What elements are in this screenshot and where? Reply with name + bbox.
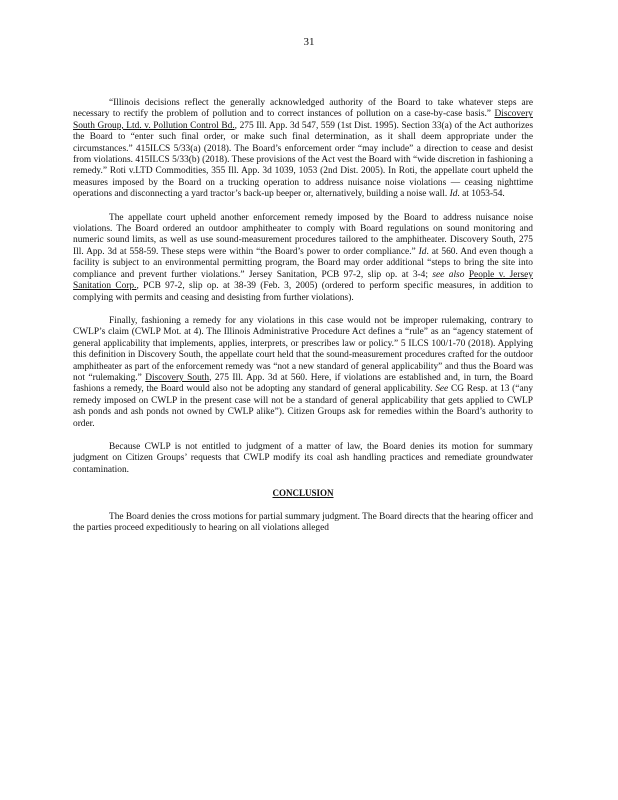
text-segment: People v. Jersey Sanitation Corp.	[73, 269, 534, 292]
text-segment: Because CWLP is not entitled to judgment of a matter of law, the Board denies its motion for summary judgment on Citizen Groups’ requests that CWLP modify its coal ash handling practices and remediate groundwater contamination.	[73, 441, 533, 475]
body-text	[73, 98, 533, 546]
text-segment: Id	[418, 246, 427, 257]
text-segment: Discovery South Group, Ltd. v. Pollution Control Bd.	[73, 109, 533, 131]
text-segment: . at 560. And even though a facility is subject to an environmental permitting program, the Board may order additional “steps to bring the site into compliance and prevent further violations.” Jersey Sanitation, PCB 97-2, slip op. at 3-4;	[73, 246, 533, 280]
section-heading: CONCLUSION	[272, 488, 334, 499]
text-segment: , 275 Ill. App. 3d 547, 559 (1st Dist. 1995). Section 33(a) of the Act authorizes the Board to “enter such final order, or make such final determination, as it shall deem appropriate under the circumstances.” 415ILCS 5/33(a) (2018). The Board’s enforcement order “may include” a direction to cease and desist from violations. 415ILCS 5/33(b) (2018). These provisions of the Act vest the Board with “wide discretion in fashioning a remedy.” Roti v.LTD Commodities, 355 Ill. App. 3d 1039, 1053 (2nd Dist. 2005). In Roti, the appellate court upheld the measures imposed by the Board on a trucking operation to address nuisance noise violations — ceasing nighttime operations and disconnecting a yard tractor’s back-up beeper or, alternatively, building a noise wall.	[73, 120, 533, 200]
page-number: 31	[303, 36, 315, 48]
text-segment: , PCB 97-2, slip op. at 38-39 (Feb. 3, 2005) (ordered to perform specific measures, in addition to complying with permits and ceasing and desisting from further violations).	[73, 281, 533, 303]
text-segment: see also	[432, 269, 465, 280]
text-segment: Id	[449, 189, 458, 200]
text-segment: “Illinois decisions reflect the generally acknowledged authority of the Board to take whatever steps are necessary to rectify the problem of pollution and to correct instances of pollution on a case-by-case basis.”	[73, 98, 533, 120]
text-segment: Finally, fashioning a remedy for any violations in this case would not be improper rulemaking, contrary to CWLP’s claim (CWLP Mot. at 4). The Illinois Administrative Procedure Act defines a “rule” as an “agency statement of general applicability that implements, applies, interprets, or prescribes law or policy.” 5 ILCS 100/1-70 (2018). Applying this definition in Discovery South, the appellate court held that the sound-measurement procedures crafted for the outdoor amphitheater as part of the enforcement remedy was “not a new standard of general applicability” and thus the Board was not “rulemaking.”	[73, 315, 533, 383]
text-segment: See	[435, 384, 449, 395]
text-segment: The appellate court upheld another enforcement remedy imposed by the Board to address nuisance noise violations. The Board ordered an outdoor amphitheater to comply with Board regulations on sound monitoring and numeric sound limits, as well as use sound-measurement procedures tailored to the amphitheater. Discovery South, 275 Ill. App. 3d at 558-59. These steps were within “the Board’s power to order compliance.”	[73, 212, 533, 257]
closing-paragraph	[73, 512, 533, 535]
text-segment: Discovery South	[145, 372, 210, 383]
text-segment: The Board denies the cross motions for partial summary judgment. The Board directs that the hearing officer and the parties proceed expeditiously to hearing on all violations alleged	[73, 511, 534, 533]
text-segment: , 275 Ill. App. 3d at 560. Here, if violations are established and, in turn, the Board fashions a remedy, the Board would also not be adopting any standard of general applicability.	[73, 372, 533, 395]
paragraph-2	[73, 213, 533, 304]
text-segment: . at 1053-54.	[457, 189, 505, 200]
paragraph-3	[73, 316, 533, 430]
paragraph-1	[73, 98, 533, 201]
text-segment: CG Resp. at 13 (“any remedy imposed on CWLP in the present case will not be a standard of general applicability that gets applied to CWLP ash ponds and ash ponds not owned by CWLP alike”). Citizen Groups ask for remedies within the Board’s authority to order.	[73, 384, 534, 429]
paragraph-4	[73, 442, 533, 476]
